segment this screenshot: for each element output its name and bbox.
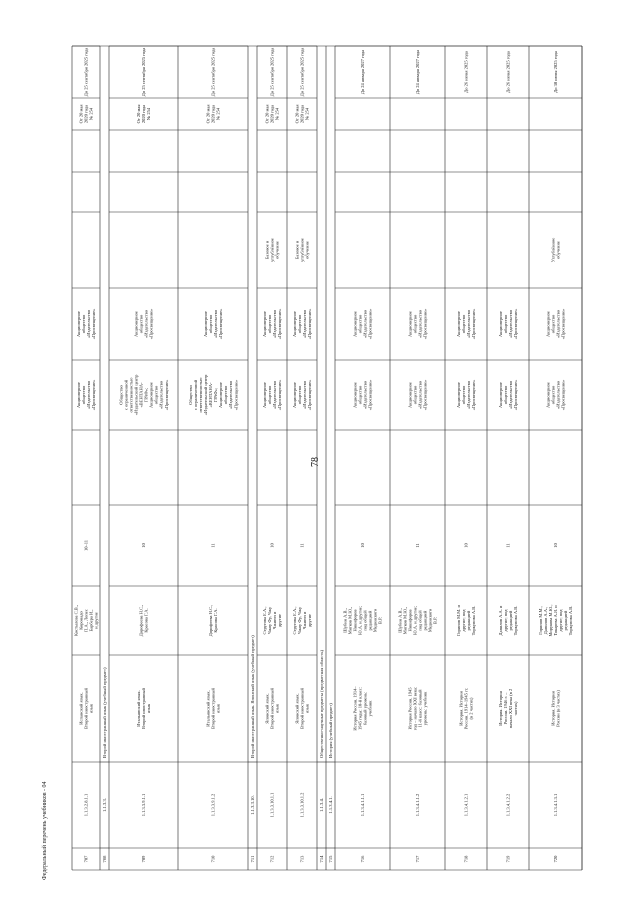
cell-order: От 20 мая2020 года№ 254	[264, 104, 280, 124]
cell-publisher2: Акционерноеобщество«Издательство«Просвещение»	[498, 308, 519, 340]
cell-publisher2: Акционерноеобщество«Издательство«Просвещение»	[292, 308, 313, 340]
section-row-number: 715	[328, 855, 334, 863]
cell-num: 710	[210, 855, 216, 863]
cell-title: Испанский язык.Второй иностранныйязык	[78, 688, 94, 729]
section-row-title: Второй иностранный язык (учебный предмет)	[102, 667, 108, 758]
cell-title: История. ИсторияРоссии (в 3 частях)	[550, 690, 561, 727]
cell-grade: 11	[505, 543, 511, 548]
cell-title: Итальянский язык.Второй иностранныйязык	[205, 688, 221, 729]
cell-term: До 25 сентября 2025 года	[269, 47, 275, 97]
cell-note: Углублённоеобучение	[550, 237, 561, 263]
cell-grade: 10–11	[83, 539, 89, 552]
footer-text: Федеральный перечень учебников - 04	[42, 781, 48, 880]
cell-publisher1: Акционерноеобщество«Издательство«Просвещение»	[262, 379, 283, 411]
cell-term: До 25 сентября 2025 года	[299, 47, 305, 97]
cell-num: 719	[505, 855, 511, 863]
cell-title: Японский язык.Второй иностранныйязык	[264, 688, 280, 729]
cell-note: Базовое иуглублённоеобучение	[294, 238, 310, 262]
cell-grade: 10	[463, 543, 469, 548]
cell-num: 712	[269, 855, 275, 863]
cell-num: 707	[83, 855, 89, 863]
cell-publisher2: Акционерноеобщество«Издательство«Просвещение»	[262, 308, 283, 340]
cell-title: Японский язык.Второй иностранныйязык	[294, 688, 310, 729]
cell-num: 713	[299, 855, 305, 863]
cell-authors: Стругова Е.А.,Чжоу Фу, ЧжуЧжиюн идругие	[292, 606, 313, 635]
cell-publisher2: Акционерноеобщество«Издательство«Просвещение»	[407, 308, 428, 340]
cell-publisher2: Акционерноеобщество«Издательство«Просвещение»	[203, 308, 224, 340]
cell-code: 1.1.3.3.10.1.2	[299, 792, 305, 818]
cell-title: Итальянский язык.Второй иностранныйязык	[136, 688, 152, 729]
cell-grade: 11	[210, 543, 216, 548]
cell-code: 1.1.3.3.9.1.1	[141, 793, 147, 817]
cell-order: От 20 мая2020 года№ 254	[78, 104, 94, 124]
section-row-number: 711	[250, 855, 256, 863]
cell-term: До 24 января 2027 года	[415, 49, 421, 95]
section-row-title: История (учебный предмет)	[328, 703, 334, 758]
section-row-code: 1.1.3.3.	[102, 798, 108, 812]
cell-term: До 26 июня 2025 года	[505, 51, 511, 93]
cell-authors: Горинов М.М.,Данилов А.А.,Морукова М.Ю.,Токарева А.Я. идругие; подредакциейТоркунова А.В.	[537, 604, 574, 637]
section-row-code: 1.1.3.4.	[319, 798, 325, 812]
section-row-title: Второй иностранный язык. Японский язык (учебный предмет)	[250, 635, 256, 758]
cell-num: 718	[463, 855, 469, 863]
cell-grade: 10	[553, 543, 559, 548]
cell-term: До 25 сентября 2025 года	[141, 47, 147, 97]
cell-authors: Дорофеева Н.С.,Красова Г.А.	[208, 604, 219, 637]
section-row-code: 1.1.3.4.1.	[328, 796, 334, 814]
cell-grade: 11	[415, 543, 421, 548]
cell-publisher1: Акционерноеобщество«Издательство«Просвещение»	[545, 379, 566, 411]
cell-title: История. ИсторияРоссии. 1914–1945 гг.(в 2 частях)	[458, 687, 474, 730]
textbook-list-table	[72, 46, 582, 870]
cell-order: От 20 мая2020 года№ 254	[294, 104, 310, 124]
cell-authors: Данилов А.А. идругие; подредакциейТоркунова А.В.	[498, 605, 519, 636]
cell-title: История России. 1914–1945 годы: 10-й класс:базовый уровень:учебник	[352, 686, 373, 731]
cell-authors: Костылева С.В.,КоронадоП.А., ЛопесБарбера И.,и другие	[73, 605, 99, 636]
cell-grade: 10	[269, 543, 275, 548]
cell-publisher2: Акционерноеобщество«Издательство«Просвещение»	[352, 308, 373, 340]
section-row-number: 714	[319, 855, 325, 863]
cell-note: Базовое иуглублённоеобучение	[264, 238, 280, 262]
cell-publisher1: Обществос ограниченнойответственностью«Издательский центр«ВЕНТАНА-ГРАФ»;Акционерноеобщество«Издательство«Просвещение»	[187, 374, 239, 416]
cell-publisher1: Акционерноеобщество«Издательство«Просвещение»	[498, 379, 519, 411]
cell-authors: Стругова Е.А.,Чжоу Фу, ЧжуЧжиюн идругие	[262, 606, 283, 635]
cell-code: 1.1.3.4.1.1.1	[360, 793, 366, 817]
cell-code: 1.1.3.4.1.3.1	[553, 793, 559, 817]
cell-term: До 25 сентября 2025 года	[210, 47, 216, 97]
cell-publisher2: Акционерноеобщество«Издательство«Просвещение»	[545, 308, 566, 340]
cell-publisher1: Обществос ограниченнойответственностью«Издательский центр«ВЕНТАНА-ГРАФ»;Акционерноеобщество«Издательство«Просвещение»	[118, 374, 169, 416]
cell-term: До 25 сентября 2025 года	[83, 47, 89, 97]
cell-term: До 30 июня 2025 года	[553, 51, 559, 93]
cell-code: 1.1.3.4.1.2.2	[505, 793, 511, 817]
cell-term: До 24 января 2027 года	[360, 49, 366, 95]
cell-publisher1: Акционерноеобщество«Издательство«Просвещение»	[292, 379, 313, 411]
cell-order: От 20 мая2020 года№ 254	[205, 104, 221, 124]
cell-code: 1.1.3.4.1.2.1	[463, 793, 469, 817]
cell-authors: Шубин А.В.,Мягков М.Ю.,НикифоровЮ.А. и другие;под общейредакциейМединскогоВ.Р.	[397, 605, 438, 636]
cell-title: История России. 1945год – начало XXI века:11-й класс: базовыйуровень: учебник	[407, 686, 428, 731]
cell-publisher2: Акционерноеобщество«Издательство«Просвещение»	[133, 308, 154, 340]
cell-code: 1.1.3.4.1.1.2	[415, 793, 421, 817]
cell-num: 717	[415, 855, 421, 863]
cell-authors: Шубин А.В.,Мягков М.Ю.,НикифоровЮ.А. и другие;под общейредакциейМединскогоВ.Р.	[342, 605, 383, 636]
cell-authors: Горинов М.М. идругие; подредакциейТоркунова А.В.	[456, 605, 477, 636]
cell-publisher1: Акционерноеобщество«Издательство«Просвещение»	[352, 379, 373, 411]
page-number: 78	[310, 457, 321, 467]
cell-grade: 10	[360, 543, 366, 548]
section-row-number: 708	[102, 855, 108, 863]
cell-code: 1.1.3.2.8.1.1	[83, 793, 89, 817]
cell-title: История. ИсторияРоссии. 1946 г. –начало XXI века (в 2частях)	[498, 688, 519, 729]
cell-publisher1: Акционерноеобщество«Издательство«Просвещение»	[456, 379, 477, 411]
section-row-title: Общественно-научные предметы (предметная область)	[319, 649, 325, 758]
cell-code: 1.1.3.3.10.1.1	[269, 792, 275, 818]
cell-term: До 26 июня 2025 года	[463, 51, 469, 93]
section-row-code: 1.1.3.3.10.	[250, 795, 256, 815]
cell-num: 709	[141, 855, 147, 863]
cell-code: 1.1.3.3.9.1.2	[210, 793, 216, 817]
cell-publisher2: Акционерноеобщество«Издательство«Просвещение»	[456, 308, 477, 340]
cell-grade: 11	[299, 543, 305, 548]
cell-publisher1: Акционерноеобщество«Издательство«Просвещение»	[407, 379, 428, 411]
cell-num: 716	[360, 855, 366, 863]
cell-order: От 20 мая2020 года№ 254	[136, 104, 152, 124]
cell-num: 720	[553, 855, 559, 863]
cell-publisher2: Акционерноеобщество«Издательство«Просвещение»	[76, 308, 97, 340]
cell-publisher1: Акционерноеобщество«Издательство«Просвещение»	[76, 379, 97, 411]
cell-authors: Дорофеева Н.С.,Красова Г.А.	[138, 604, 149, 637]
cell-grade: 10	[141, 543, 147, 548]
